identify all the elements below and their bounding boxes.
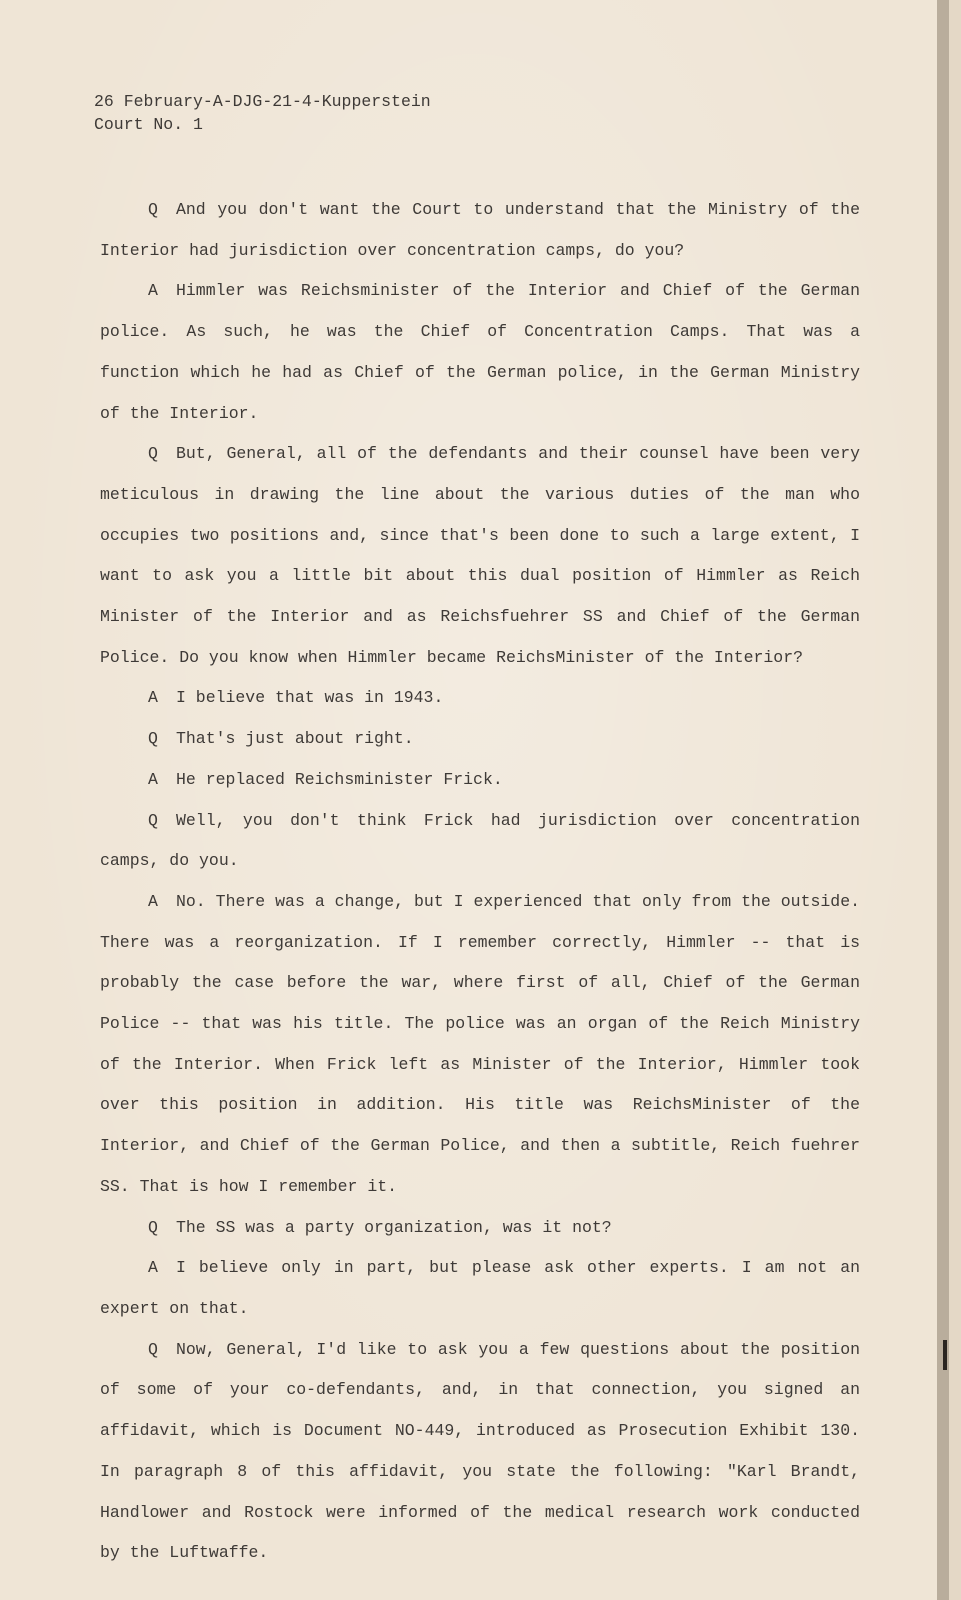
transcript-question <box>100 1208 860 1249</box>
transcript-text: No. There was a change, but I experienced that only from the outside. There was a reorganization. If I remember correctly, Himmler -- that is probably the case before the war, where first of all, Chief of the German Police -- that was his title. The police was an organ of the Reich Ministry of the Interior. When Frick left as Minister of the Interior, Himmler took over this position in addition. His title was ReichsMinister of the Interior, and Chief of the German Police, and then a subtitle, Reich fuehrer SS. That is how I remember it. <box>100 891 860 1196</box>
transcript-question <box>100 719 860 760</box>
page-edge <box>937 0 949 1600</box>
transcript-text: The SS was a party organization, was it not? <box>176 1217 612 1237</box>
transcript-text: That's just about right. <box>176 729 414 749</box>
transcript-answer <box>100 882 860 1208</box>
transcript-text: But, General, all of the defendants and their counsel have been very meticulous in drawing the line about the various duties of the man who occupies two positions and, since that's been done to such a large extent, I want to ask you a little bit about this dual position of Himmler as Reich Minister of the Interior and as Reichsfuehrer SS and Chief of the German Police. Do you know when Himmler became ReichsMinister of the Interior? <box>100 444 860 667</box>
transcript-text: And you don't want the Court to understand that the Ministry of the Interior had jurisdiction over concentration camps, do you? <box>100 200 860 260</box>
transcript-text: I believe only in part, but please ask other experts. I am not an expert on that. <box>100 1258 860 1318</box>
transcript-text: Himmler was Reichsminister of the Interior and Chief of the German police. As such, he was the Chief of Concentration Camps. That was a function which he had as Chief of the German police, in the German Ministry of the Interior. <box>100 281 860 423</box>
transcript-question <box>100 1330 860 1574</box>
speaker-label: Q <box>148 729 158 749</box>
speaker-label: Q <box>148 200 158 219</box>
speaker-label: A <box>148 891 158 911</box>
speaker-label: Q <box>148 1217 158 1237</box>
speaker-label: Q <box>148 1339 158 1359</box>
transcript-answer <box>100 271 860 434</box>
transcript-text: I believe that was in 1943. <box>176 688 444 708</box>
speaker-label: Q <box>148 444 158 464</box>
transcript-answer <box>100 760 860 801</box>
transcript-question <box>100 801 860 882</box>
transcript-question <box>100 434 860 678</box>
transcript-text: Well, you don't think Frick had jurisdiction over concentration camps, do you. <box>100 810 860 871</box>
header-session-line: 26 February-A-DJG-21-4-Kupperstein <box>94 92 431 111</box>
transcript-text: He replaced Reichsminister Frick. <box>176 769 503 789</box>
transcript-answer <box>100 1248 860 1329</box>
header-court-line: Court No. 1 <box>94 115 203 134</box>
document-header <box>94 90 431 136</box>
speaker-label: A <box>148 688 158 708</box>
transcript-text: Now, General, I'd like to ask you a few questions about the position of some of your co-defendants, and, in that connection, you signed an affidavit, which is Document NO-449, introduced as Prosecution Exhibit 130. In paragraph 8 of this affidavit, you state the following: "Karl Brandt, Handlower and Rostock were informed of the medical research work conducted by the Luftwaffe. <box>100 1339 860 1563</box>
speaker-label: A <box>148 281 158 301</box>
speaker-label: A <box>148 769 158 789</box>
transcript-question <box>100 190 860 271</box>
transcript-answer <box>100 678 860 719</box>
edge-mark <box>943 1340 947 1370</box>
transcript-body <box>100 190 860 1574</box>
speaker-label: Q <box>148 810 158 830</box>
speaker-label: A <box>148 1258 158 1278</box>
